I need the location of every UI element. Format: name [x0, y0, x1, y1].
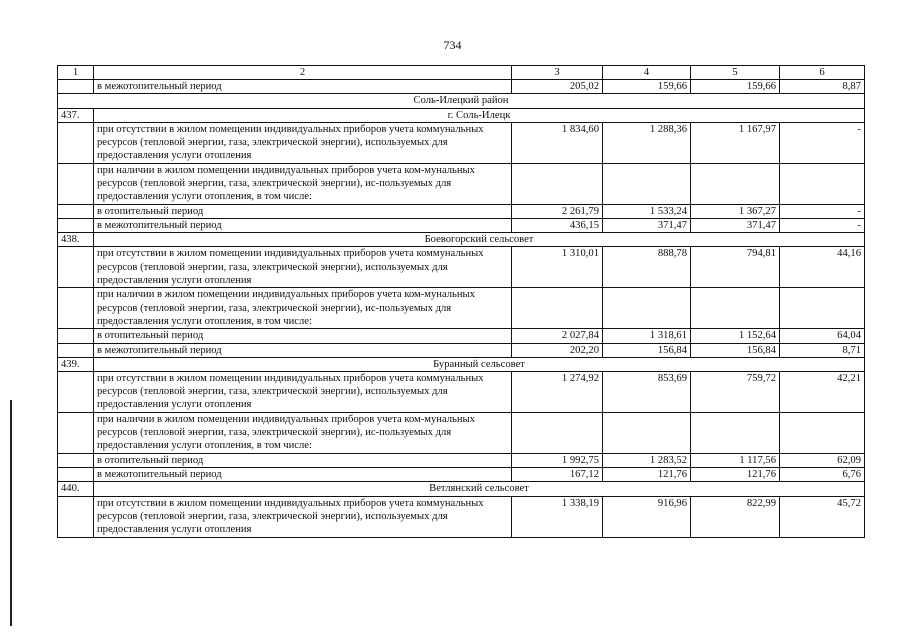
row-number	[58, 468, 94, 482]
value-cell-c5	[691, 413, 780, 454]
group-title: Боевогорский сельсовет	[94, 233, 865, 247]
value-cell-c5: 371,47	[691, 219, 780, 233]
row-description: в отопительный период	[94, 329, 512, 343]
row-number	[58, 122, 94, 163]
header-cell: 4	[603, 66, 691, 80]
table-row	[58, 372, 865, 413]
value-cell-c4: 371,47	[603, 219, 691, 233]
row-description: при отсутствии в жилом помещении индивидуальных приборов учета коммунальных ресурсов (тепловой энергии, газа, электрической энергии), используемых для предоставления услуги отопления	[94, 122, 512, 163]
row-number	[58, 247, 94, 288]
value-cell-c5: 794,81	[691, 247, 780, 288]
value-cell-c5	[691, 163, 780, 204]
row-number	[58, 454, 94, 468]
value-cell-c6: -	[780, 122, 865, 163]
value-cell-c3: 1 274,92	[512, 372, 603, 413]
scan-edge-line	[10, 400, 12, 626]
value-cell-c6	[780, 163, 865, 204]
row-number	[58, 80, 94, 94]
row-number	[58, 372, 94, 413]
row-description: в межотопительный период	[94, 468, 512, 482]
table-row	[58, 122, 865, 163]
row-description: при отсутствии в жилом помещении индивидуальных приборов учета коммунальных ресурсов (тепловой энергии, газа, электрической энергии), используемых для предоставления услуги отопления	[94, 496, 512, 537]
table-row	[58, 80, 865, 94]
value-cell-c3: 202,20	[512, 343, 603, 357]
value-cell-c5: 822,99	[691, 496, 780, 537]
value-cell-c3: 1 992,75	[512, 454, 603, 468]
row-description: при наличии в жилом помещении индивидуальных приборов учета ком-мунальных ресурсов (тепловой энергии, газа, электрической энергии), ис-пользуемых для предоставления услуги отопления, в том числе:	[94, 163, 512, 204]
page-number: 734	[443, 38, 462, 52]
table-row	[58, 454, 865, 468]
value-cell-c3	[512, 163, 603, 204]
value-cell-c5: 156,84	[691, 343, 780, 357]
value-cell-c4: 853,69	[603, 372, 691, 413]
row-number	[58, 204, 94, 218]
table-row	[58, 468, 865, 482]
table-row	[58, 163, 865, 204]
value-cell-c3: 2 261,79	[512, 204, 603, 218]
value-cell-c3: 1 834,60	[512, 122, 603, 163]
value-cell-c6: 44,16	[780, 247, 865, 288]
value-cell-c3: 436,15	[512, 219, 603, 233]
row-number: 440.	[58, 482, 94, 496]
value-cell-c4: 159,66	[603, 80, 691, 94]
header-cell: 6	[780, 66, 865, 80]
table-row	[58, 343, 865, 357]
row-description: в межотопительный период	[94, 80, 512, 94]
header-cell: 5	[691, 66, 780, 80]
value-cell-c3: 1 338,19	[512, 496, 603, 537]
row-description: в межотопительный период	[94, 219, 512, 233]
value-cell-c4: 121,76	[603, 468, 691, 482]
value-cell-c3: 2 027,84	[512, 329, 603, 343]
row-description: в межотопительный период	[94, 343, 512, 357]
row-description: в отопительный период	[94, 204, 512, 218]
table-row	[58, 288, 865, 329]
tariff-table	[57, 65, 865, 538]
row-number: 437.	[58, 108, 94, 122]
row-number	[58, 496, 94, 537]
group-row	[58, 108, 865, 122]
value-cell-c4: 1 288,36	[603, 122, 691, 163]
row-number	[58, 163, 94, 204]
value-cell-c4: 888,78	[603, 247, 691, 288]
value-cell-c4	[603, 163, 691, 204]
header-cell: 1	[58, 66, 94, 80]
value-cell-c6: 64,04	[780, 329, 865, 343]
group-row	[58, 233, 865, 247]
table-body	[58, 66, 865, 538]
value-cell-c4	[603, 288, 691, 329]
value-cell-c6	[780, 288, 865, 329]
value-cell-c5: 1 167,97	[691, 122, 780, 163]
value-cell-c4: 1 283,52	[603, 454, 691, 468]
row-description: при наличии в жилом помещении индивидуальных приборов учета ком-мунальных ресурсов (тепловой энергии, газа, электрической энергии), ис-пользуемых для предоставления услуги отопления, в том числе:	[94, 413, 512, 454]
value-cell-c6: 8,71	[780, 343, 865, 357]
row-number	[58, 343, 94, 357]
value-cell-c6: 8,87	[780, 80, 865, 94]
value-cell-c5: 1 367,27	[691, 204, 780, 218]
value-cell-c3: 167,12	[512, 468, 603, 482]
value-cell-c5: 159,66	[691, 80, 780, 94]
row-number	[58, 413, 94, 454]
value-cell-c6: -	[780, 204, 865, 218]
value-cell-c5: 1 117,56	[691, 454, 780, 468]
row-number	[58, 329, 94, 343]
header-cell: 2	[94, 66, 512, 80]
header-cell: 3	[512, 66, 603, 80]
group-row	[58, 357, 865, 371]
row-description: при наличии в жилом помещении индивидуальных приборов учета ком-мунальных ресурсов (тепловой энергии, газа, электрической энергии), ис-пользуемых для предоставления услуги отопления, в том числе:	[94, 288, 512, 329]
value-cell-c4: 1 318,61	[603, 329, 691, 343]
value-cell-c5: 121,76	[691, 468, 780, 482]
value-cell-c4: 1 533,24	[603, 204, 691, 218]
value-cell-c6: 6,76	[780, 468, 865, 482]
group-title: Ветлянский сельсовет	[94, 482, 865, 496]
value-cell-c3: 1 310,01	[512, 247, 603, 288]
row-description: при отсутствии в жилом помещении индивидуальных приборов учета коммунальных ресурсов (тепловой энергии, газа, электрической энергии), используемых для предоставления услуги отопления	[94, 247, 512, 288]
table-row	[58, 496, 865, 537]
table-row	[58, 413, 865, 454]
section-row	[58, 94, 865, 108]
table-row	[58, 329, 865, 343]
row-number	[58, 288, 94, 329]
group-title: Буранный сельсовет	[94, 357, 865, 371]
value-cell-c5	[691, 288, 780, 329]
value-cell-c3	[512, 288, 603, 329]
value-cell-c6	[780, 413, 865, 454]
value-cell-c4: 916,96	[603, 496, 691, 537]
value-cell-c6: 45,72	[780, 496, 865, 537]
row-description: при отсутствии в жилом помещении индивидуальных приборов учета коммунальных ресурсов (тепловой энергии, газа, электрической энергии), используемых для предоставления услуги отопления	[94, 372, 512, 413]
group-title: г. Соль-Илецк	[94, 108, 865, 122]
row-number: 438.	[58, 233, 94, 247]
group-row	[58, 482, 865, 496]
value-cell-c3: 205,02	[512, 80, 603, 94]
value-cell-c6: 62,09	[780, 454, 865, 468]
table-row	[58, 247, 865, 288]
value-cell-c6: -	[780, 219, 865, 233]
value-cell-c4: 156,84	[603, 343, 691, 357]
value-cell-c3	[512, 413, 603, 454]
header-row	[58, 66, 865, 80]
row-number	[58, 219, 94, 233]
value-cell-c6: 42,21	[780, 372, 865, 413]
value-cell-c5: 759,72	[691, 372, 780, 413]
row-description: в отопительный период	[94, 454, 512, 468]
table-row	[58, 204, 865, 218]
table-row	[58, 219, 865, 233]
section-title: Соль-Илецкий район	[58, 94, 865, 108]
row-number: 439.	[58, 357, 94, 371]
value-cell-c5: 1 152,64	[691, 329, 780, 343]
value-cell-c4	[603, 413, 691, 454]
